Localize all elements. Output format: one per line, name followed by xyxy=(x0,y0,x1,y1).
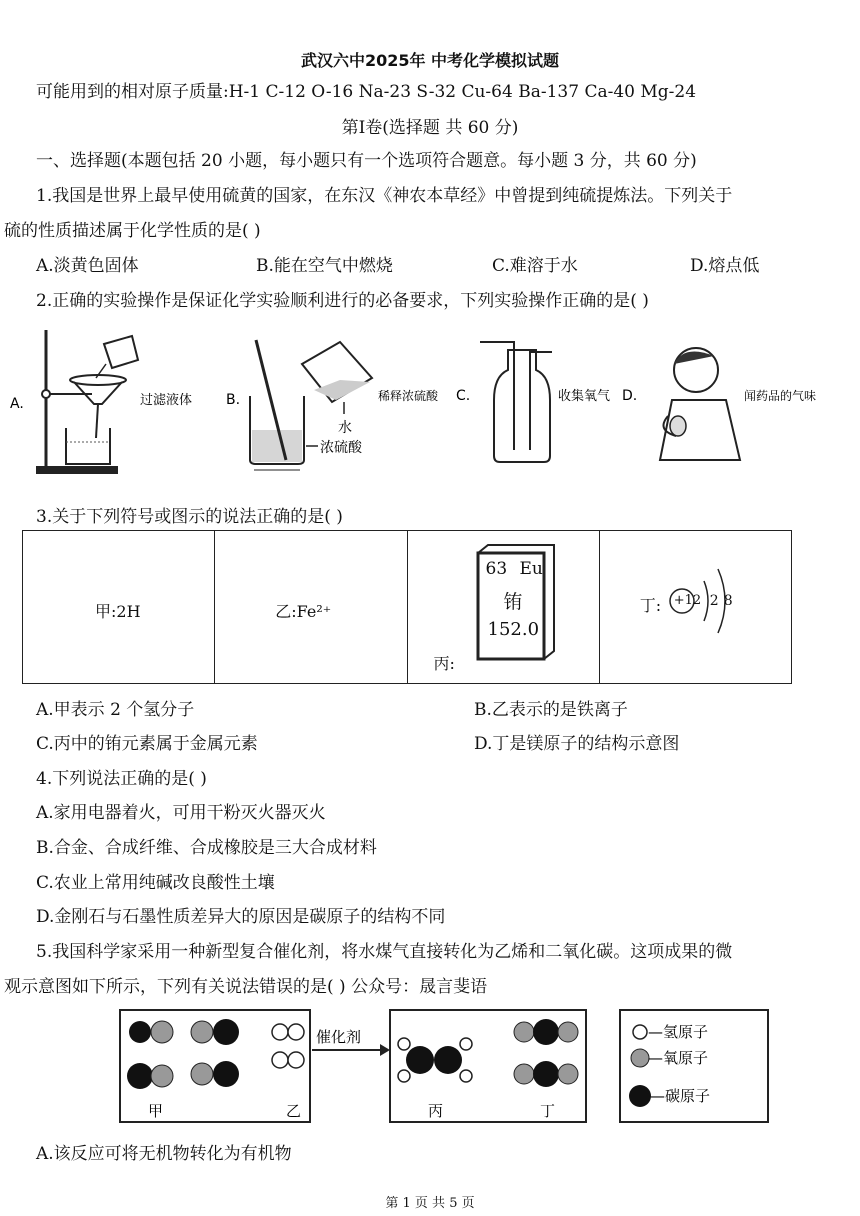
q4-stem: 4.下列说法正确的是( ) xyxy=(36,769,207,789)
smelling-person xyxy=(660,348,740,460)
page-footer: 第 1 页 共 5 页 xyxy=(385,1196,475,1211)
q3-ding-shell1: 2 xyxy=(709,593,719,609)
q4-option-d: D.金刚石与石墨性质差异大的原因是碳原子的结构不同 xyxy=(36,907,446,927)
q3-option-b: B.乙表示的是铁离子 xyxy=(474,700,628,720)
co-molecules xyxy=(127,1019,239,1089)
q3-option-c: C.丙中的铕元素属于金属元素 xyxy=(36,734,258,754)
section-heading: 第Ⅰ卷(选择题 共 60 分) xyxy=(341,118,519,138)
q1-option-b: B.能在空气中燃烧 xyxy=(256,256,393,276)
legend-carbon: —碳原子 xyxy=(650,1087,711,1105)
q2-b-acid: 浓硫酸 xyxy=(320,440,362,456)
q5-jia-label: 甲 xyxy=(148,1102,164,1120)
exam-title: 武汉六中2025年 中考化学模拟试题 xyxy=(300,51,560,70)
q5-ding-label: 丁 xyxy=(540,1102,556,1120)
q4-option-c: C.农业上常用纯碱改良酸性土壤 xyxy=(36,873,275,893)
gas-bottle xyxy=(480,342,552,462)
q1-option-c: C.难溶于水 xyxy=(492,256,578,276)
q4-option-b: B.合金、合成纤维、合成橡胶是三大合成材料 xyxy=(36,838,377,858)
q3-bing-number: 63 xyxy=(485,559,508,579)
q2-a-label: 过滤液体 xyxy=(140,393,193,408)
q1-option-d: D.熔点低 xyxy=(690,256,760,276)
q5-stem-line2: 观示意图如下所示，下列有关说法错误的是( ) 公众号：晟言斐语 xyxy=(4,977,488,997)
q2-figures xyxy=(0,320,860,480)
q3-cell-bing xyxy=(408,531,600,683)
legend-hydrogen: —氢原子 xyxy=(648,1023,709,1041)
q3-ding-shell2: 8 xyxy=(723,593,733,609)
q3-stem: 3.关于下列符号或图示的说法正确的是( ) xyxy=(36,507,343,527)
q3-cell-yi xyxy=(215,531,407,683)
co2-molecules xyxy=(514,1019,578,1087)
q3-bing-symbol: Eu xyxy=(519,559,543,579)
q2-b-water: 水 xyxy=(338,420,352,436)
q2-d-letter: D. xyxy=(622,388,638,404)
q2-a-letter: A. xyxy=(10,396,24,412)
q3-bing-label: 丙: xyxy=(433,654,455,673)
q3-cell-ding xyxy=(600,531,791,683)
q3-ding-label: 丁: xyxy=(639,596,662,615)
q5-bing-label: 丙 xyxy=(428,1102,444,1120)
section-instructions: 一、选择题(本题包括 20 小题，每小题只有一个选项符合题意。每小题 3 分，共 60 分) xyxy=(36,151,697,171)
q5-yi-label: 乙 xyxy=(286,1102,302,1120)
legend-oxygen: —氧原子 xyxy=(648,1049,709,1067)
q2-b-letter: B. xyxy=(226,392,241,408)
q3-cell-jia xyxy=(23,531,215,683)
q3-yi: 乙:Fe²⁺ xyxy=(275,602,332,621)
filtration-apparatus xyxy=(36,330,138,474)
q1-stem-line2: 硫的性质描述属于化学性质的是( ) xyxy=(4,221,261,241)
q1-option-a: A.淡黄色固体 xyxy=(36,256,139,276)
h2-molecules xyxy=(272,1024,304,1068)
q1-stem-line1: 1.我国是世界上最早使用硫黄的国家，在东汉《神农本草经》中曾提到纯硫提炼法。下列关于 xyxy=(36,186,733,206)
q3-symbol-table xyxy=(22,530,792,684)
q2-c-label: 收集氧气 xyxy=(558,389,611,404)
q3-option-d: D.丁是镁原子的结构示意图 xyxy=(474,734,680,754)
ethylene-molecule xyxy=(398,1038,472,1082)
q5-catalyst-label: 催化剂 xyxy=(316,1028,362,1046)
q5-stem-line1: 5.我国科学家采用一种新型复合催化剂，将水煤气直接转化为乙烯和二氧化碳。这项成果的微 xyxy=(36,942,733,962)
atomic-structure-diagram xyxy=(668,561,748,661)
q2-d-label: 闻药品的气味 xyxy=(744,389,817,403)
q2-stem: 2.正确的实验操作是保证化学实验顺利进行的必备要求，下列实验操作正确的是( ) xyxy=(36,291,649,311)
q3-jia: 甲:2H xyxy=(95,602,141,621)
q5-reaction-diagram xyxy=(0,1000,860,1130)
q3-option-a: A.甲表示 2 个氢分子 xyxy=(36,700,195,720)
q4-option-a: A.家用电器着火，可用干粉灭火器灭火 xyxy=(36,803,326,823)
q3-bing-mass: 152.0 xyxy=(487,619,540,640)
q3-ding-nucleus: +12 xyxy=(673,593,702,608)
q2-b-label: 稀释浓硫酸 xyxy=(378,389,439,403)
q2-c-letter: C. xyxy=(456,388,471,404)
q5-option-a: A.该反应可将无机物转化为有机物 xyxy=(36,1144,292,1164)
atomic-masses: 可能用到的相对原子质量:H-1 C-12 O-16 Na-23 S-32 Cu-64 Ba-137 Ca-40 Mg-24 xyxy=(36,82,697,102)
q3-bing-name: 铕 xyxy=(503,591,523,613)
